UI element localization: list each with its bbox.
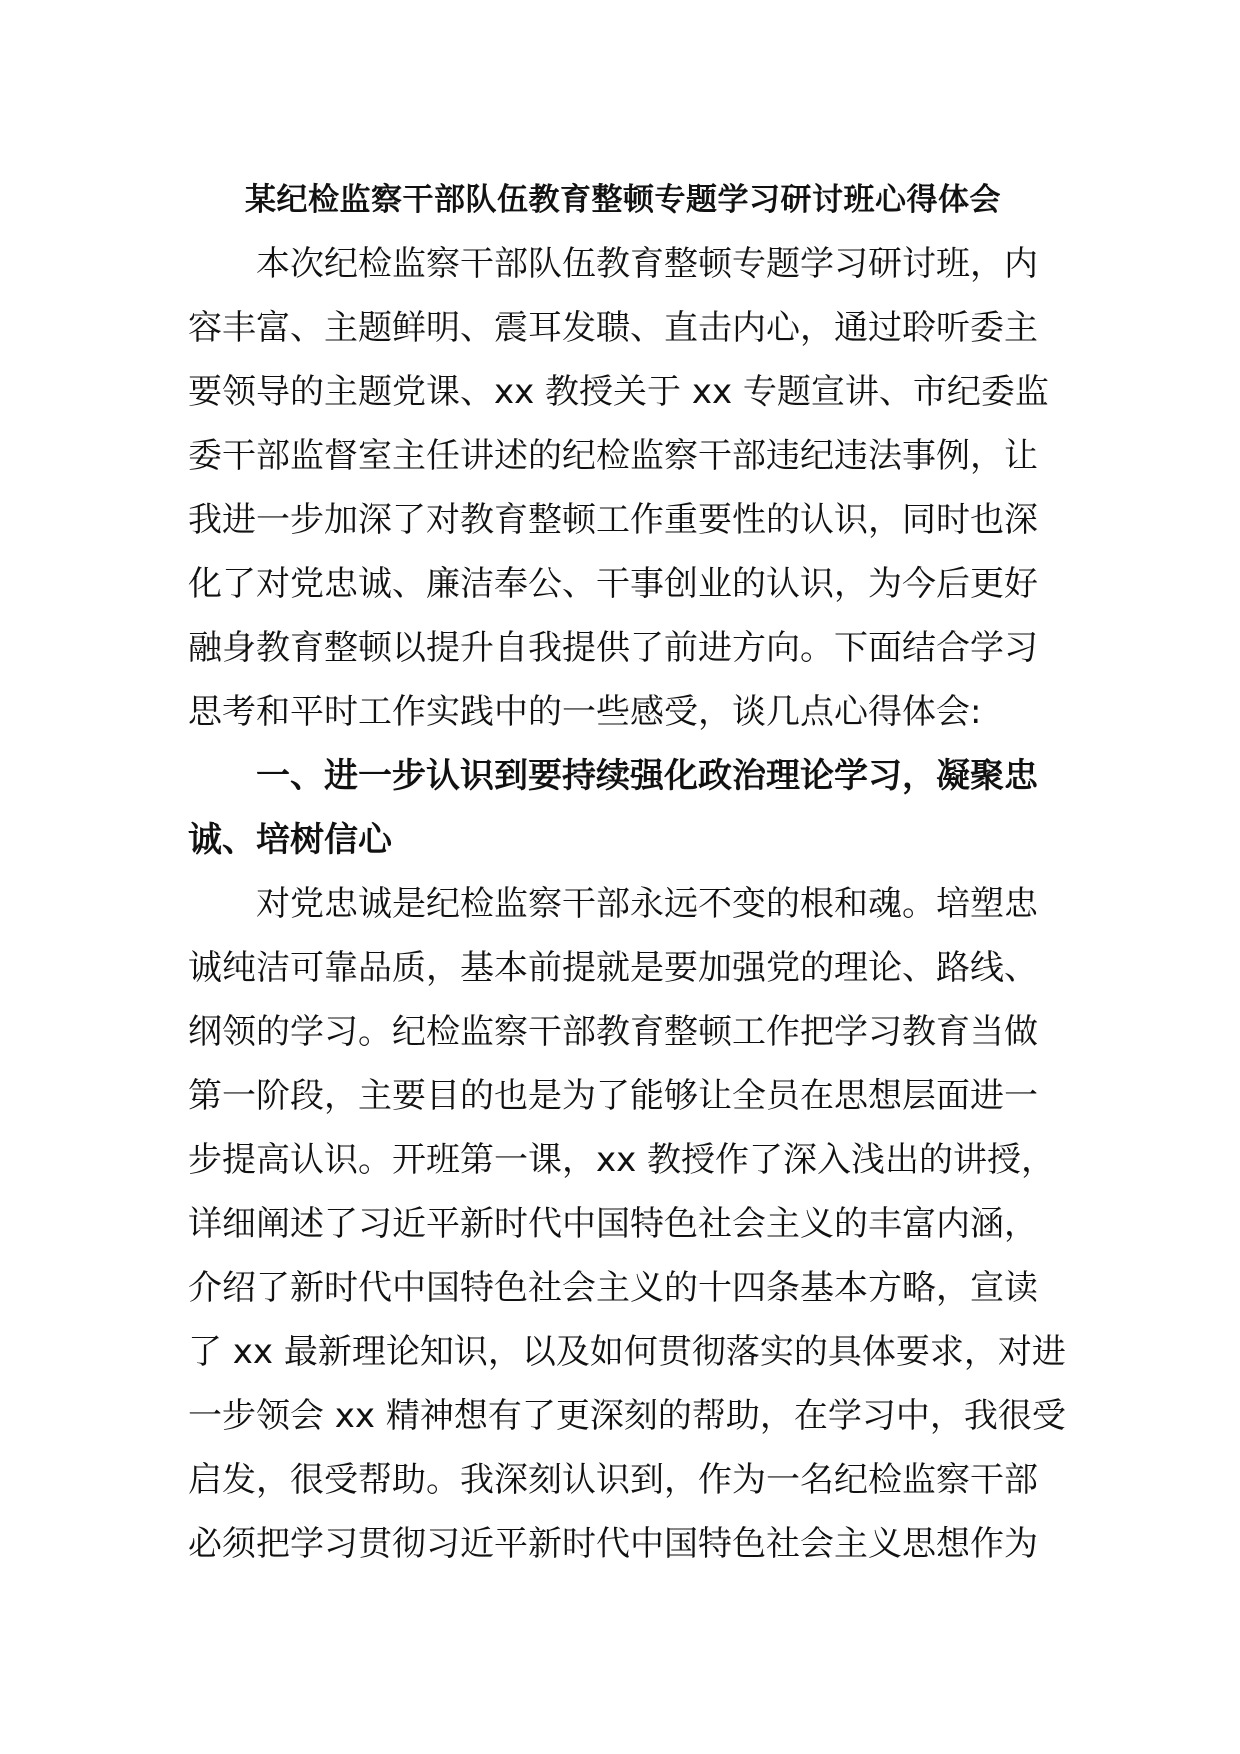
body-line: 对党忠诚是纪检监察干部永远不变的根和魂。培塑忠 xyxy=(256,884,1038,924)
body-line: 了 xx 最新理论知识，以及如何贯彻落实的具体要求，对进 xyxy=(188,1332,1066,1372)
body-line: 详细阐述了习近平新时代中国特色社会主义的丰富内涵， xyxy=(188,1204,1038,1244)
document-content xyxy=(188,168,1066,1576)
body-line: 步提高认识。开班第一课，xx 教授作了深入浅出的讲授， xyxy=(188,1140,1056,1180)
document-title: 某纪检监察干部队伍教育整顿专题学习研讨班心得体会 xyxy=(245,182,1001,218)
body-line: 启发，很受帮助。我深刻认识到，作为一名纪检监察干部 xyxy=(188,1460,1038,1500)
intro-line: 化了对党忠诚、廉洁奉公、干事创业的认识，为今后更好 xyxy=(188,564,1038,604)
body-line: 诚纯洁可靠品质，基本前提就是要加强党的理论、路线、 xyxy=(188,948,1038,988)
intro-line: 本次纪检监察干部队伍教育整顿专题学习研讨班，内 xyxy=(256,244,1038,284)
section-heading xyxy=(188,744,1058,872)
body-line: 一步领会 xx 精神想有了更深刻的帮助，在学习中，我很受 xyxy=(188,1396,1066,1436)
body-line: 必须把学习贯彻习近平新时代中国特色社会主义思想作为 xyxy=(188,1524,1038,1564)
intro-line: 容丰富、主题鲜明、震耳发聩、直击内心，通过聆听委主 xyxy=(188,308,1038,348)
body-line: 第一阶段，主要目的也是为了能够让全员在思想层面进一 xyxy=(188,1076,1038,1116)
intro-line: 思考和平时工作实践中的一些感受，谈几点心得体会: xyxy=(188,692,982,732)
intro-paragraph xyxy=(188,232,1058,744)
section-body-paragraph xyxy=(188,872,1066,1576)
body-line: 介绍了新时代中国特色社会主义的十四条基本方略，宣读 xyxy=(188,1268,1038,1308)
intro-line: 我进一步加深了对教育整顿工作重要性的认识，同时也深 xyxy=(188,500,1038,540)
intro-line: 委干部监督室主任讲述的纪检监察干部违纪违法事例，让 xyxy=(188,436,1038,476)
section-heading-line: 一、进一步认识到要持续强化政治理论学习，凝聚忠 xyxy=(256,756,1038,796)
intro-line: 融身教育整顿以提升自我提供了前进方向。下面结合学习 xyxy=(188,628,1038,668)
intro-line: 要领导的主题党课、xx 教授关于 xx 专题宣讲、市纪委监 xyxy=(188,372,1049,412)
body-line: 纲领的学习。纪检监察干部教育整顿工作把学习教育当做 xyxy=(188,1012,1038,1052)
section-heading-line: 诚、培树信心 xyxy=(188,820,392,860)
